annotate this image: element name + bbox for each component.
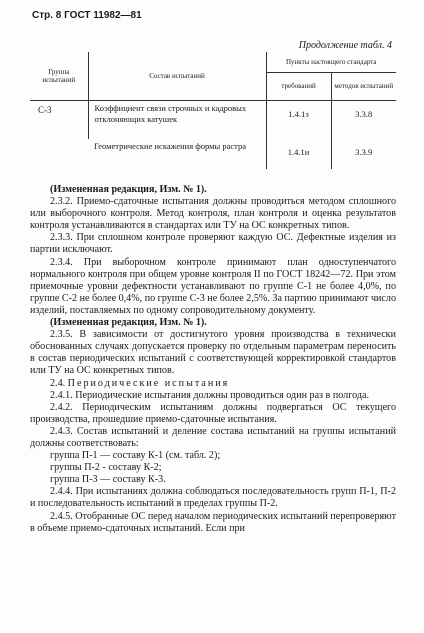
paragraph-2-4-1: 2.4.1. Периодические испытания должны проводиться один раз в полгода. xyxy=(50,389,369,401)
paragraph-2-3-5: 2.3.5. В зависимости от достигнутого уровня производства в технически обоснованных случаях допускается проверку по отдельным параметрам переносить в состав периодических испытаний с соответствующей корректировкой стандартов или ТУ на ОС конкретных типов. xyxy=(30,329,396,377)
group-item: группа П-1 — составу К-1 (см. табл. 2); xyxy=(50,450,221,462)
col-header-group: Группа испытаний xyxy=(30,52,88,101)
section-number: 2.4. xyxy=(50,377,66,389)
table-row xyxy=(30,101,396,139)
paragraph-2-4-3: 2.4.3. Состав испытаний и деление состава испытаний на группы испытаний должны соответствовать: xyxy=(30,425,396,449)
group-item: группа П-3 — составу К-3. xyxy=(50,474,166,486)
paragraph-2-3-4: 2.3.4. При выборочном контроле принимают план одноступенчатого нормального контроля при общем уровне контроля II по ГОСТ 18242—72. При этом приемочные уровни дефектности устанавливают по группе С-1 не более 4,0%, по группе С-2 не более 0,4%, по группе С-3 не более 2,5%. За партию принимают число изделий, поставляемых по одному сопроводительному документу. xyxy=(30,256,396,316)
paragraph-2-3-3: 2.3.3. При сплошном контроле проверяют каждую ОС. Дефектные изделия из партии исключают. xyxy=(30,232,396,256)
row-item-method: 3.3.8 xyxy=(331,101,396,139)
paragraph-2-4-2: 2.4.2. Периодическим испытаниям должны подвергаться ОС текущего производства, прошедшие приемо-сдаточные испытания. xyxy=(30,401,396,425)
amendment-note: (Измененная редакция, Изм. № 1). xyxy=(50,317,207,329)
section-heading-2-4 xyxy=(30,378,396,390)
table-continuation-label: Продолжение табл. 4 xyxy=(298,40,392,51)
row-item-text: Коэффициент связи строчных и кадровых отклоняющих катушек xyxy=(88,101,266,139)
row-item-req: 1.4.1и xyxy=(266,139,331,169)
document-body xyxy=(30,184,396,535)
row-item-method: 3.3.9 xyxy=(331,139,396,169)
amendment-note: (Измененная редакция, Изм. № 1). xyxy=(50,184,207,195)
col-header-methods: методов испытаний xyxy=(331,73,396,101)
tests-table xyxy=(30,52,396,169)
row-group-cell: С-3 xyxy=(38,105,52,115)
col-header-points: Пункты настоящего стандарта xyxy=(266,52,396,73)
page-header: Стр. 8 ГОСТ 11982—81 xyxy=(32,10,142,21)
paragraph-2-4-5: 2.4.5. Отобранные ОС перед началом периодических испытаний перепроверяют в объеме приемо-сдаточных испытаний. Если при xyxy=(30,510,396,534)
section-title: Периодические испытания xyxy=(67,377,230,389)
col-header-requirements: требований xyxy=(266,73,331,101)
group-item: группы П-2 - составу К-2; xyxy=(50,462,162,474)
row-item-req: 1.4.1з xyxy=(266,101,331,139)
paragraph-2-4-4: 2.4.4. При испытаниях должна соблюдаться последовательность групп П-1, П-2 и последовательность испытаний в пределах группы П-2. xyxy=(30,486,396,510)
col-header-composition: Состав испытаний xyxy=(88,52,266,101)
row-item-text: Геометрические искажения формы растра xyxy=(94,140,246,151)
paragraph-2-3-2: 2.3.2. Приемо-сдаточные испытания должны проводиться методом сплошного или выборочного контроля. Метод контроля, план контроля и оценка результатов контроля устанавливаются в стандартах или ТУ на ОС конкретных типов. xyxy=(30,196,396,232)
